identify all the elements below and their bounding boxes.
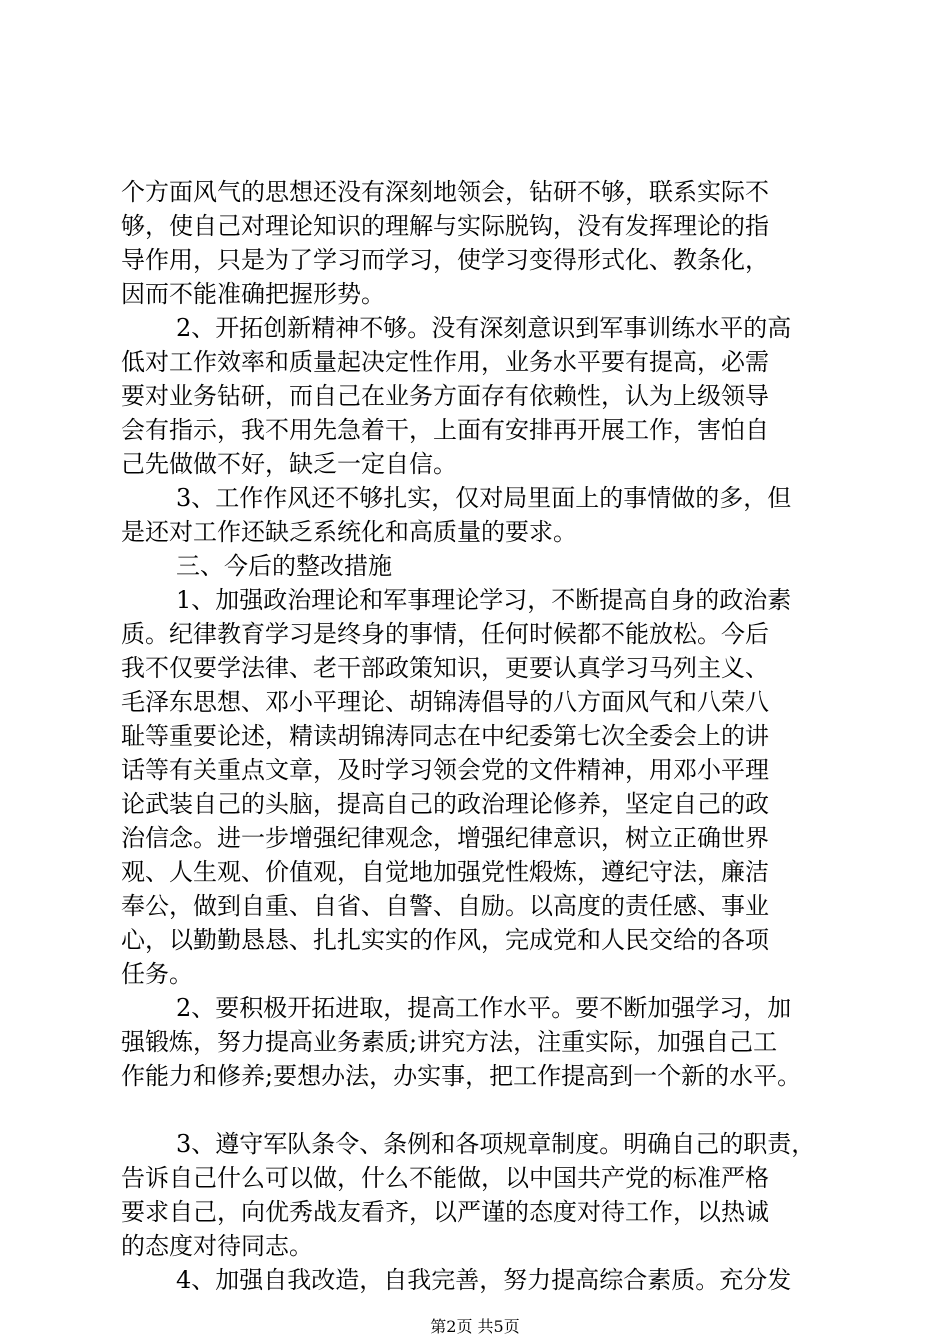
page-number-footer: 第2页 共5页 xyxy=(430,1317,520,1336)
body-line: 告诉自己什么可以做，什么不能做，以中国共产党的标准严格 xyxy=(121,1164,769,1192)
body-line: 要对业务钻研，而自己在业务方面存有依赖性，认为上级领导 xyxy=(121,382,769,410)
body-line: 心，以勤勤恳恳、扎扎实实的作风，完成党和人民交给的各项 xyxy=(121,926,769,954)
body-line: 4、加强自我改造，自我完善，努力提高综合素质。充分发 xyxy=(176,1266,792,1294)
body-line: 论武装自己的头脑，提高自己的政治理论修养，坚定自己的政 xyxy=(121,790,769,818)
body-line: 够，使自己对理论知识的理解与实际脱钩，没有发挥理论的指 xyxy=(121,212,769,240)
body-line: 强锻炼，努力提高业务素质;讲究方法，注重实际，加强自己工 xyxy=(121,1028,778,1056)
body-line: 因而不能准确把握形势。 xyxy=(121,280,385,308)
body-line: 奉公，做到自重、自省、自警、自励。以高度的责任感、事业 xyxy=(121,892,769,920)
body-line: 3、工作作风还不够扎实，仅对局里面上的事情做的多，但 xyxy=(176,484,792,512)
body-line: 话等有关重点文章，及时学习领会党的文件精神，用邓小平理 xyxy=(121,756,769,784)
body-line: 己先做做不好，缺乏一定自信。 xyxy=(121,450,457,478)
body-line: 任务。 xyxy=(121,960,193,988)
body-line: 1、加强政治理论和军事理论学习，不断提高自身的政治素 xyxy=(176,586,792,614)
body-line: 个方面风气的思想还没有深刻地领会，钻研不够，联系实际不 xyxy=(121,178,769,206)
body-line: 会有指示，我不用先急着干，上面有安排再开展工作，害怕自 xyxy=(121,416,769,444)
body-line: 的态度对待同志。 xyxy=(121,1232,313,1260)
body-line: 治信念。进一步增强纪律观念，增强纪律意识，树立正确世界 xyxy=(121,824,769,852)
body-line: 要求自己，向优秀战友看齐，以严谨的态度对待工作，以热诚 xyxy=(121,1198,769,1226)
body-line: 毛泽东思想、邓小平理论、胡锦涛倡导的八方面风气和八荣八 xyxy=(121,688,769,716)
body-line: 作能力和修养;要想办法，办实事，把工作提高到一个新的水平。 xyxy=(121,1062,802,1090)
body-line: 2、开拓创新精神不够。没有深刻意识到军事训练水平的高 xyxy=(176,314,792,342)
body-line: 是还对工作还缺乏系统化和高质量的要求。 xyxy=(121,518,577,546)
body-line: 导作用，只是为了学习而学习，使学习变得形式化、教条化， xyxy=(121,246,769,274)
section-heading: 三、今后的整改措施 xyxy=(176,552,392,580)
body-line: 耻等重要论述，精读胡锦涛同志在中纪委第七次全委会上的讲 xyxy=(121,722,769,750)
body-line: 质。纪律教育学习是终身的事情，任何时候都不能放松。今后 xyxy=(121,620,769,648)
body-line: 观、人生观、价值观，自觉地加强党性煅炼，遵纪守法，廉洁 xyxy=(121,858,769,886)
body-line: 我不仅要学法律、老干部政策知识，更要认真学习马列主义、 xyxy=(121,654,769,682)
body-line: 2、要积极开拓进取，提高工作水平。要不断加强学习，加 xyxy=(176,994,792,1022)
body-line: 低对工作效率和质量起决定性作用，业务水平要有提高，必需 xyxy=(121,348,769,376)
body-line: 3、遵守军队条令、条例和各项规章制度。明确自己的职责， xyxy=(176,1130,816,1158)
